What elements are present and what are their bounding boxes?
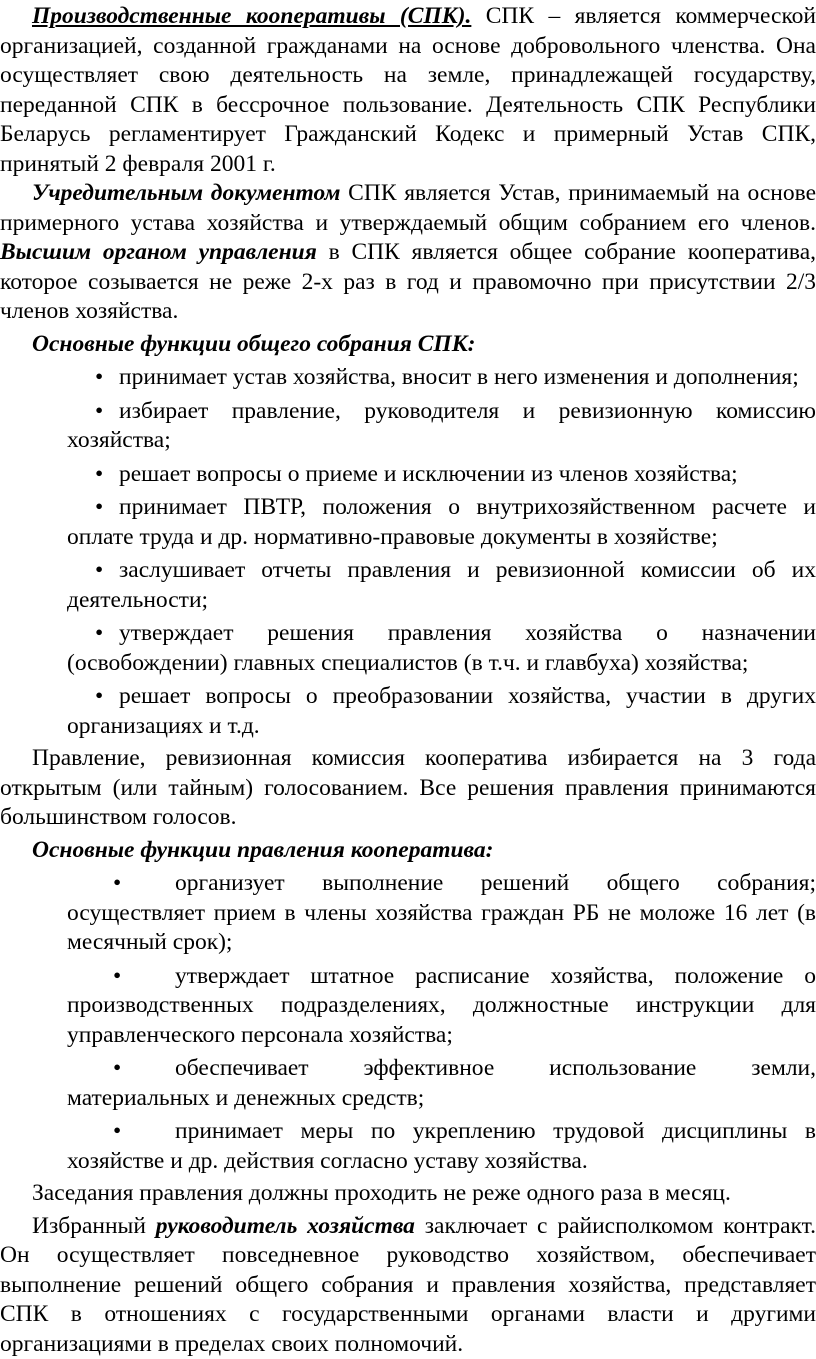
bullet-icon: • [95, 397, 119, 427]
term-farm-head: руководитель хозяйства [156, 1213, 415, 1239]
bullet-icon: • [95, 493, 119, 523]
list-item [0, 363, 816, 393]
paragraph-supreme-body-text: в СПК является общее собрание кооператива, которое созывается не реже 2-х раз в год и правомочно при присутствии 2/3 членов хозяйства. [0, 239, 816, 324]
paragraph-founding-document [0, 179, 816, 327]
list-item-text: обеспечивает эффективное использование земли, материальных и денежных средств; [67, 1055, 816, 1111]
bullet-icon: • [95, 556, 119, 586]
bullet-icon: • [113, 962, 175, 992]
paragraph-cooperatives-text: СПК – является коммерческой организацией, созданной гражданами на основе добровольного членства. Она осуществляет свою деятельность на земле, принадлежащей государству, переданной СПК в бессрочное пользование. Деятельность СПК Республики Беларусь регламентирует Гражданский Кодекс и примерный Устав СПК, принятый 2 февраля 2001 г. [0, 3, 816, 177]
list-item-text: решает вопросы о приеме и исключении из членов хозяйства; [119, 461, 738, 487]
list-item-text: решает вопросы о преобразовании хозяйства, участии в других организациях и т.д. [67, 683, 816, 739]
list-item-text: утверждает решения правления хозяйства о назначении (освобождении) главных специалистов (в т.ч. и главбуха) хозяйства; [67, 620, 816, 676]
list-item-text: утверждает штатное расписание хозяйства, положение о производственных подразделениях, должностные инструкции для управленческого персонала хозяйства; [67, 963, 816, 1048]
term-founding-document: Учредительным документом [32, 180, 340, 206]
list-general-meeting-functions [0, 363, 816, 741]
list-item [0, 493, 816, 552]
list-item [0, 869, 816, 958]
bullet-icon: • [113, 1117, 175, 1147]
heading-general-meeting-functions: Основные функции общего собрания СПК: [0, 330, 816, 360]
list-item [0, 1054, 816, 1113]
bullet-icon: • [95, 460, 119, 490]
list-item [0, 962, 816, 1051]
list-item [0, 460, 816, 490]
list-item-text: организует выполнение решений общего собрания; осуществляет прием в члены хозяйства граждан РБ не моложе 16 лет (в месячный срок); [67, 870, 816, 955]
term-cooperatives: Производственные кооперативы (СПК). [32, 3, 471, 29]
bullet-icon: • [95, 682, 119, 712]
list-item [0, 619, 816, 678]
paragraph-cooperatives [0, 2, 816, 179]
list-item [0, 1117, 816, 1176]
paragraph-farm-head-text: заключает с райисполкомом контракт. Он осуществляет повседневное руководство хозяйством, обеспечивает выполнение решений общего собрания и правления хозяйства, представляет СПК в отношениях с государственными органами власти и другими организациями в пределах своих полномочий. [0, 1213, 816, 1357]
list-item [0, 682, 816, 741]
list-board-functions [0, 869, 816, 1176]
heading-board-functions: Основные функции правления кооператива: [0, 836, 816, 866]
paragraph-farm-head-pre: Избранный [32, 1213, 156, 1239]
list-item-text: принимает меры по укреплению трудовой дисциплины в хозяйстве и др. действия согласно уставу хозяйства. [67, 1118, 816, 1174]
term-supreme-body: Высшим органом управления [0, 239, 317, 265]
list-item-text: заслушивает отчеты правления и ревизионной комиссии об их деятельности; [67, 557, 816, 613]
list-item [0, 397, 816, 456]
list-item-text: принимает ПВТР, положения о внутрихозяйственном расчете и оплате труда и др. нормативно-правовые документы в хозяйстве; [67, 494, 816, 550]
bullet-icon: • [113, 1054, 175, 1084]
bullet-icon: • [95, 363, 119, 393]
list-item-text: принимает устав хозяйства, вносит в него изменения и дополнения; [119, 364, 799, 390]
list-item [0, 556, 816, 615]
paragraph-board-election: Правление, ревизионная комиссия кооператива избирается на 3 года открытым (или тайным) голосованием. Все решения правления принимаются большинством голосов. [0, 744, 816, 833]
list-item-text: избирает правление, руководителя и ревизионную комиссию хозяйства; [67, 398, 816, 454]
bullet-icon: • [95, 619, 119, 649]
bullet-icon: • [113, 869, 175, 899]
paragraph-board-meetings: Заседания правления должны проходить не реже одного раза в месяц. [0, 1179, 816, 1209]
paragraph-farm-head [0, 1212, 816, 1359]
paragraph-founding-text: СПК является Устав, принимаемый на основе примерного устава хозяйства и утверждаемый общим собранием его членов. [0, 180, 816, 236]
